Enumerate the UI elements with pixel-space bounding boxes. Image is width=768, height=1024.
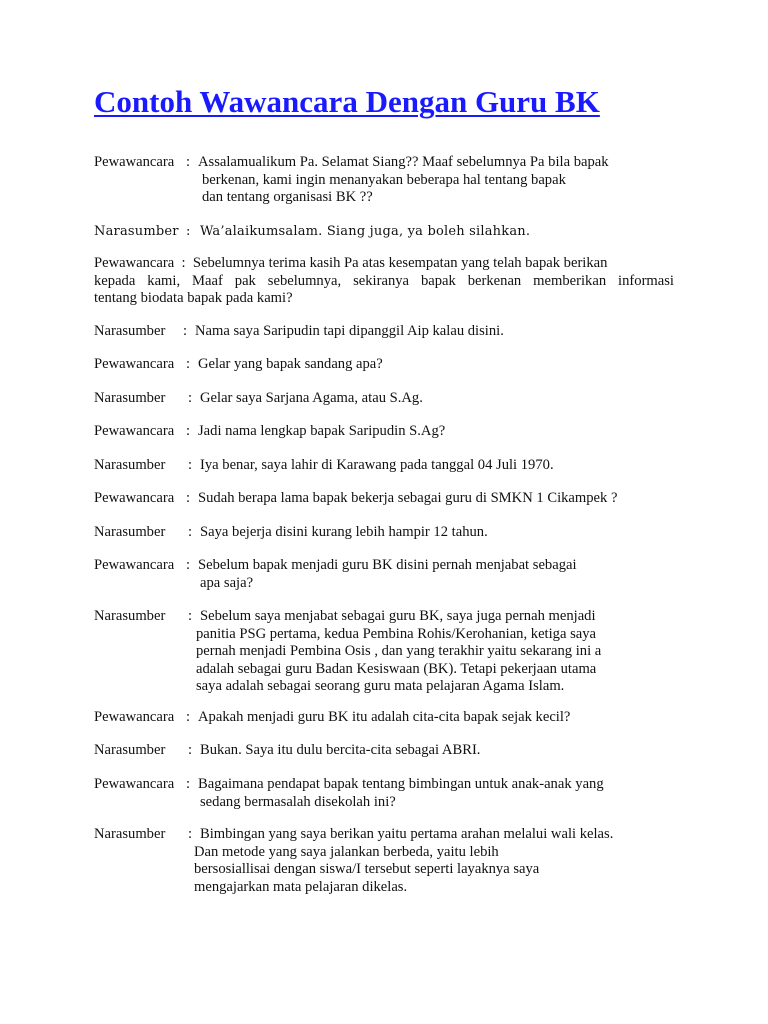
entry-text <box>196 608 602 696</box>
text-line: Gelar yang bapak sandang apa? <box>198 356 383 372</box>
separator: : <box>183 323 188 339</box>
separator: : <box>188 524 193 540</box>
text-line: Dan metode yang saya jalankan berbeda, yaitu lebih <box>194 843 499 860</box>
entry-text <box>198 557 577 592</box>
text-line: Saya bejerja disini kurang lebih hampir 12 tahun. <box>200 524 488 540</box>
entry-text <box>198 154 609 207</box>
speaker-label: Narasumber <box>94 224 179 239</box>
speaker-label: Narasumber <box>94 323 166 339</box>
separator: : <box>188 826 193 842</box>
dialogue-entry <box>94 356 694 376</box>
entry-text <box>198 776 604 811</box>
separator: : <box>186 423 191 439</box>
text-line: Bukan. Saya itu dulu bercita-cita sebagai ABRI. <box>200 742 481 758</box>
dialogue-entry <box>94 742 694 762</box>
text-line: adalah sebagai guru Badan Kesiswaan (BK). Tetapi pekerjaan utama <box>196 660 597 677</box>
entry-text <box>200 524 488 542</box>
text-line: panitia PSG pertama, kedua Pembina Rohis/Kerohanian, ketiga saya <box>196 625 597 642</box>
separator: : <box>186 776 191 792</box>
dialogue-entry <box>94 826 694 898</box>
entry-text <box>200 390 423 408</box>
separator: : <box>181 255 186 271</box>
text-line: Sebelumnya terima kasih Pa atas kesempatan yang telah bapak berikan <box>192 255 608 271</box>
speaker-label: Narasumber <box>94 742 166 758</box>
speaker-label: Pewawancara <box>94 776 175 792</box>
text-line: Iya benar, saya lahir di Karawang pada tanggal 04 Juli 1970. <box>200 457 554 473</box>
separator: : <box>188 608 193 624</box>
dialogue-entry <box>94 776 694 814</box>
text-line: Gelar saya Sarjana Agama, atau S.Ag. <box>200 390 423 406</box>
text-line: Sebelum bapak menjadi guru BK disini pernah menjabat sebagai <box>198 557 577 573</box>
entry-text <box>200 457 554 475</box>
entry-text <box>200 742 480 760</box>
dialogue-entry <box>94 490 694 510</box>
entry-text <box>198 423 445 441</box>
separator: : <box>186 709 191 725</box>
separator: : <box>186 224 191 239</box>
speaker-label: Narasumber <box>94 524 166 540</box>
text-line: Bimbingan yang saya berikan yaitu pertama arahan melalui wali kelas. <box>200 826 614 842</box>
separator: : <box>186 154 191 170</box>
speaker-label: Narasumber <box>94 457 166 473</box>
text-line: Wa’alaikumsalam. Siang juga, ya boleh silahkan. <box>200 224 531 239</box>
text-line: Nama saya Saripudin tapi dipanggil Aip kalau disini. <box>195 323 504 339</box>
dialogue-entry <box>94 390 694 410</box>
entry-text <box>200 223 530 241</box>
entry-text <box>198 356 383 374</box>
text-line: Bagaimana pendapat bapak tentang bimbingan untuk anak-anak yang <box>198 776 604 792</box>
dialogue-entry <box>94 557 694 595</box>
dialogue-entry <box>94 709 694 729</box>
speaker-label: Pewawancara <box>94 423 175 439</box>
speaker-label: Pewawancara <box>94 490 175 506</box>
dialogue-entry <box>94 524 694 544</box>
separator: : <box>188 390 193 406</box>
document-title[interactable]: Contoh Wawancara Dengan Guru BK <box>94 84 600 119</box>
separator: : <box>186 356 191 372</box>
dialogue-entry <box>94 457 694 477</box>
dialogue-entry <box>94 423 694 443</box>
entry-text <box>198 490 617 508</box>
text-line: bersosiallisai dengan siswa/I tersebut seperti layaknya saya <box>194 861 540 877</box>
text-line: tentang biodata bapak pada kami? <box>94 290 293 306</box>
speaker-label: Narasumber <box>94 608 166 624</box>
separator: : <box>188 457 193 473</box>
text-line: sedang bermasalah disekolah ini? <box>200 793 396 810</box>
entry-first-line <box>94 255 674 273</box>
text-line: kepada kami, Maaf pak sebelumnya, sekiranya bapak berkenan memberikan informasi <box>94 272 674 289</box>
separator: : <box>186 490 191 506</box>
text-line: dan tentang organisasi BK ?? <box>202 189 373 205</box>
entry-text <box>198 709 570 727</box>
text-line: Assalamualikum Pa. Selamat Siang?? Maaf sebelumnya Pa bila bapak <box>198 154 609 170</box>
entry-text <box>194 826 614 896</box>
dialogue-entry <box>94 223 694 243</box>
separator: : <box>188 742 193 758</box>
text-line: Apakah menjadi guru BK itu adalah cita-cita bapak sejak kecil? <box>198 709 571 725</box>
text-line: apa saja? <box>200 574 254 591</box>
entry-text <box>195 323 504 341</box>
speaker-label: Narasumber <box>94 390 166 406</box>
text-line: Sebelum saya menjabat sebagai guru BK, saya juga pernah menjadi <box>200 608 596 624</box>
text-line: Sudah berapa lama bapak bekerja sebagai guru di SMKN 1 Cikampek ? <box>198 490 618 506</box>
speaker-label: Pewawancara <box>94 356 175 372</box>
speaker-label: Pewawancara <box>94 709 175 725</box>
text-line: Jadi nama lengkap bapak Saripudin S.Ag? <box>198 423 446 439</box>
dialogue-entry <box>94 154 694 209</box>
text-line: saya adalah sebagai seorang guru mata pelajaran Agama Islam. <box>196 678 565 694</box>
text-line: mengajarkan mata pelajaran dikelas. <box>194 878 408 895</box>
speaker-label: Narasumber <box>94 826 166 842</box>
text-line: berkenan, kami ingin menanyakan beberapa hal tentang bapak <box>202 171 566 188</box>
speaker-label: Pewawancara <box>94 255 175 271</box>
speaker-label: Pewawancara <box>94 154 175 170</box>
speaker-label: Pewawancara <box>94 557 175 573</box>
text-line: pernah menjadi Pembina Osis , dan yang terakhir yaitu sekarang ini a <box>196 643 602 659</box>
dialogue-entry <box>94 323 694 343</box>
separator: : <box>186 557 191 573</box>
dialogue-entry <box>94 608 694 698</box>
dialogue-entry <box>94 255 674 310</box>
